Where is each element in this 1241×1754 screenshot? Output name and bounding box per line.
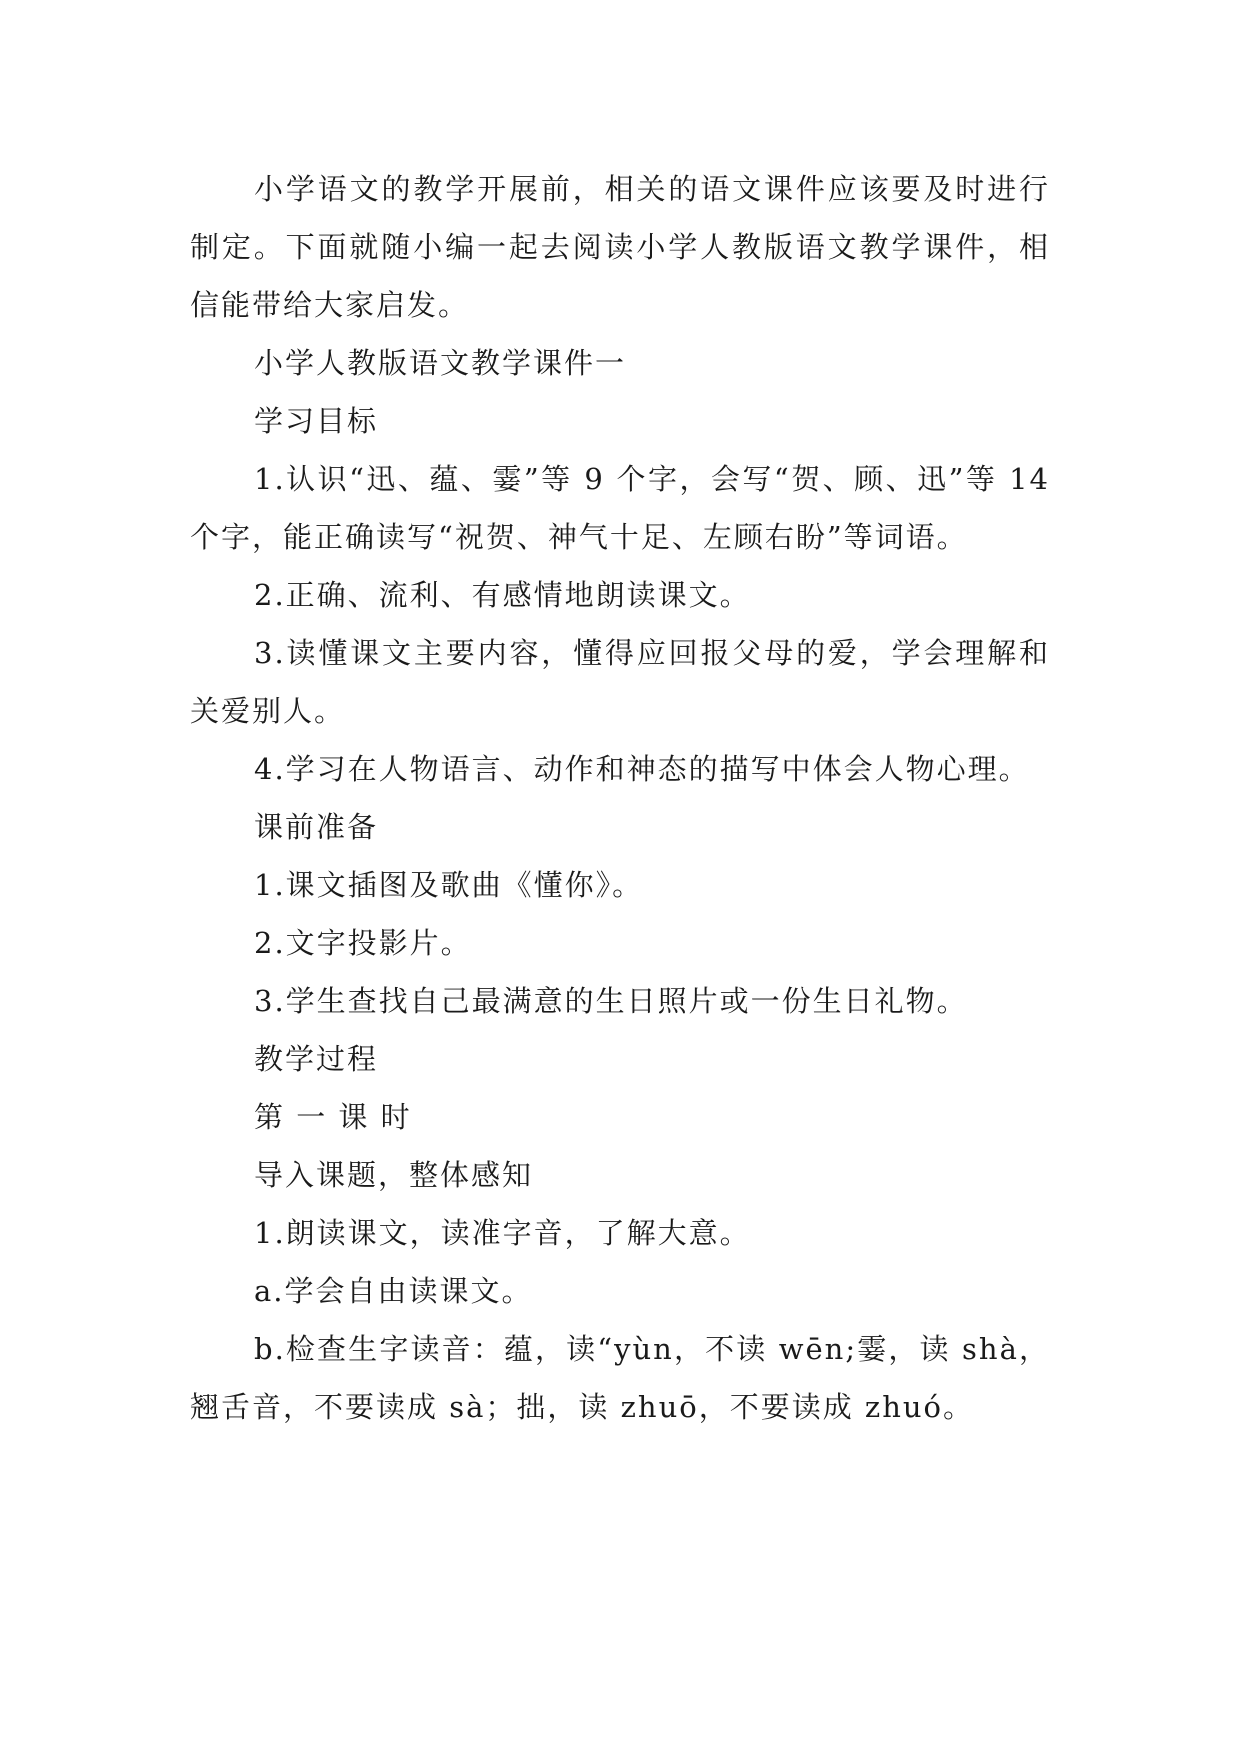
step-item-1: 1.朗读课文，读准字音，了解大意。	[254, 1216, 751, 1250]
goal-item-1: 1.认识“迅、蕴、霎”等 9 个字，会写“贺、顾、迅”等 14 个字，能正确读写“祝贺、神气十足、左顾右盼”等词语。	[190, 462, 1062, 554]
goal-item-2: 2.正确、流利、有感情地朗读课文。	[254, 578, 751, 612]
prep-item-3: 3.学生查找自己最满意的生日照片或一份生日礼物。	[254, 984, 968, 1018]
lesson-period-heading: 第 一 课 时	[254, 1100, 412, 1134]
heading-teaching-process: 教学过程	[254, 1042, 379, 1076]
prep-item-2: 2.文字投影片。	[254, 926, 472, 960]
section-title: 小学人教版语文教学课件一	[254, 346, 627, 380]
intro-paragraph: 小学语文的教学开展前，相关的语文课件应该要及时进行制定。下面就随小编一起去阅读小学人教版语文教学课件，相信能带给大家启发。	[190, 172, 1050, 322]
goal-item-3: 3.读懂课文主要内容，懂得应回报父母的爱，学会理解和关爱别人。	[190, 636, 1050, 728]
heading-learning-goals: 学习目标	[254, 404, 379, 438]
goal-item-4: 4.学习在人物语言、动作和神态的描写中体会人物心理。	[254, 752, 1030, 786]
step-heading: 导入课题，整体感知	[254, 1158, 534, 1192]
prep-item-1: 1.课文插图及歌曲《懂你》。	[254, 868, 644, 902]
step-subitem-b: b.检查生字读音：蕴，读“yùn，不读 wēn;霎，读 shà，翘舌音，不要读成 sà；拙，读 zhuō，不要读成 zhuó。	[190, 1332, 1050, 1424]
step-subitem-a: a.学会自由读课文。	[254, 1274, 533, 1308]
document-body	[190, 160, 1062, 1436]
heading-preparation: 课前准备	[254, 810, 379, 844]
